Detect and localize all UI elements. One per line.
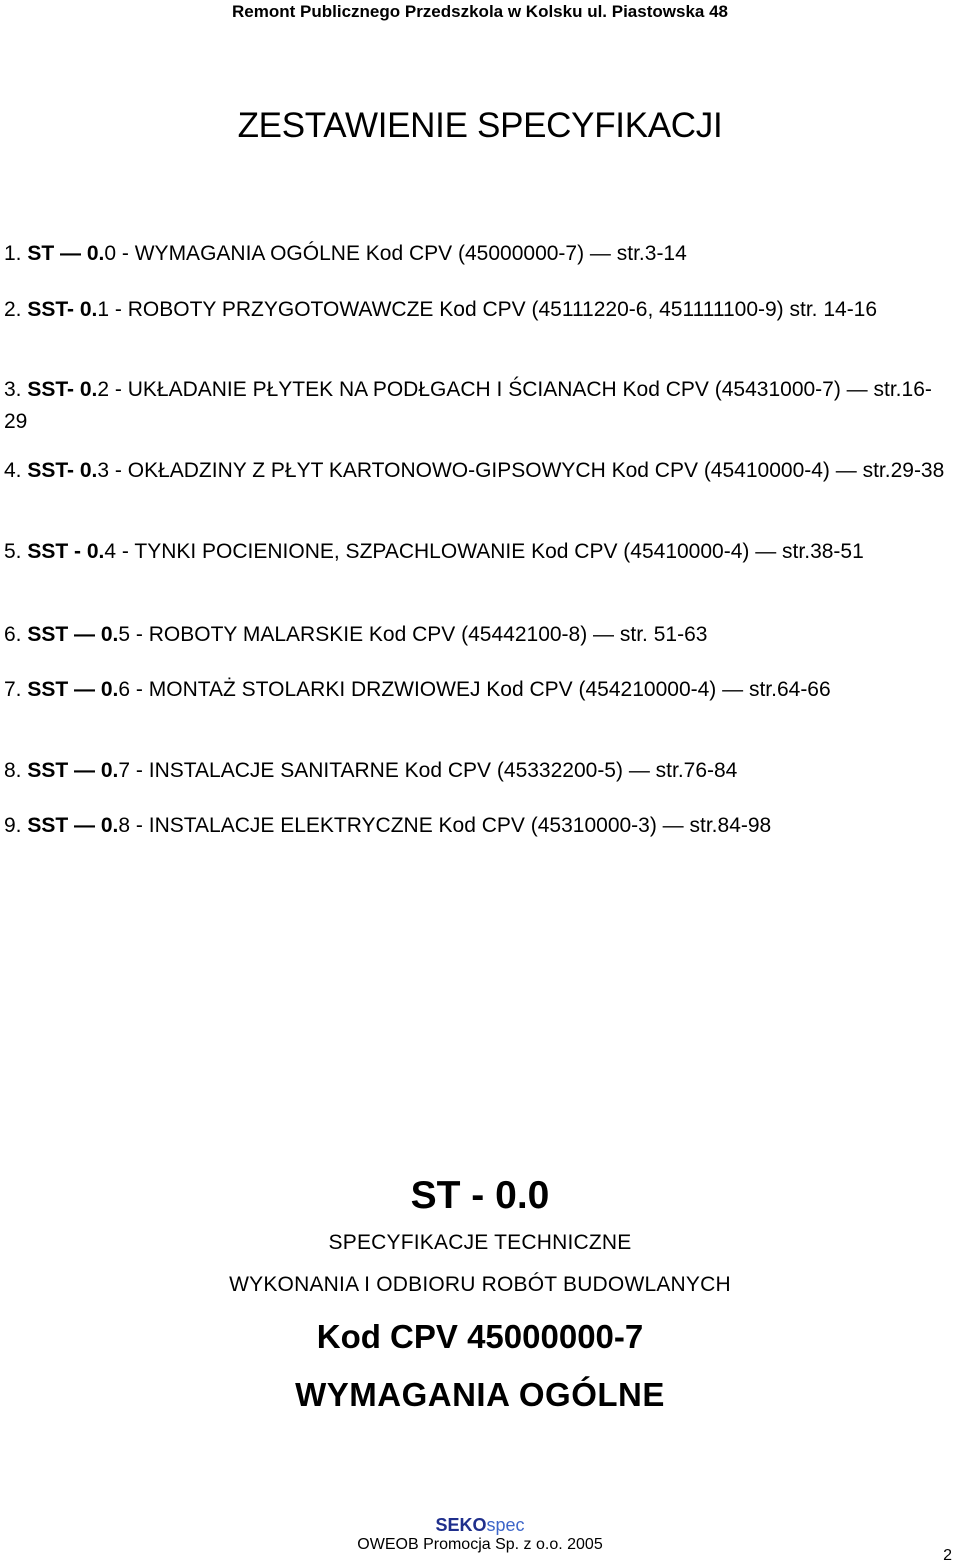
toc-item-number: 5. xyxy=(4,540,22,563)
toc-item-number: 3. xyxy=(4,378,22,401)
toc-item-number: 8. xyxy=(4,759,22,782)
section-requirements-title: WYMAGANIA OGÓLNE xyxy=(295,1376,665,1413)
toc-item-code-end: 4 xyxy=(104,540,117,563)
brand-logo-part-2: spec xyxy=(486,1515,525,1535)
toc-item-number: 2. xyxy=(4,298,22,321)
section-subtitle-2: WYKONANIA I ODBIORU ROBÓT BUDOWLANYCH xyxy=(229,1273,731,1296)
toc-item-text: - ROBOTY PRZYGOTOWAWCZE Kod CPV (45111220-6, 451111100-9) str. 14-16 xyxy=(109,298,878,321)
toc-item xyxy=(4,810,954,842)
toc-item-code: SST- 0. xyxy=(27,298,98,321)
toc-item-code: SST- 0. xyxy=(27,378,98,401)
toc-item-code: ST — 0. xyxy=(27,242,105,265)
toc-item-text: - WYMAGANIA OGÓLNE Kod CPV (45000000-7) — str.3-14 xyxy=(116,242,687,265)
toc-item-number: 4. xyxy=(4,459,22,482)
toc-item-code-end: 5 xyxy=(118,623,131,646)
toc-item xyxy=(4,536,954,568)
toc-item xyxy=(4,374,954,438)
toc-item-text: - INSTALACJE SANITARNE Kod CPV (45332200-5) — str.76-84 xyxy=(130,759,738,782)
page-header: Remont Publicznego Przedszkola w Kolsku ul. Piastowska 48 xyxy=(232,2,728,21)
toc-item xyxy=(4,619,954,651)
page-number: 2 xyxy=(943,1547,952,1564)
toc-item-code: SST — 0. xyxy=(27,814,119,837)
document-title: ZESTAWIENIE SPECYFIKACJI xyxy=(237,106,723,145)
toc-item-code-end: 1 xyxy=(97,298,110,321)
toc-item-number: 9. xyxy=(4,814,22,837)
toc-item-code: SST- 0. xyxy=(27,459,98,482)
toc-item-code-end: 7 xyxy=(118,759,131,782)
section-subtitle: SPECYFIKACJE TECHNICZNE xyxy=(328,1231,632,1254)
toc-item-code: SST — 0. xyxy=(27,759,119,782)
toc-item-code: SST - 0. xyxy=(27,540,105,563)
toc-item-code-end: 0 xyxy=(104,242,117,265)
toc-item-text: - INSTALACJE ELEKTRYCZNE Kod CPV (45310000-3) — str.84-98 xyxy=(130,814,772,837)
footer-brand-logo xyxy=(0,1514,960,1536)
toc-item xyxy=(4,294,954,326)
toc-item-text: - UKŁADANIE PŁYTEK NA PODŁGACH I ŚCIANACH Kod CPV (45431000-7) — str.16-29 xyxy=(4,378,932,433)
toc-item-code: SST — 0. xyxy=(27,623,119,646)
toc-item-code-end: 2 xyxy=(97,378,110,401)
toc-item-text: - MONTAŻ STOLARKI DRZWIOWEJ Kod CPV (454210000-4) — str.64-66 xyxy=(130,678,831,701)
toc-item-number: 6. xyxy=(4,623,22,646)
section-code: ST - 0.0 xyxy=(410,1174,550,1217)
toc-item-number: 1. xyxy=(4,242,22,265)
toc-item-text: - ROBOTY MALARSKIE Kod CPV (45442100-8) — str. 51-63 xyxy=(130,623,708,646)
toc-item-text: - OKŁADZINY Z PŁYT KARTONOWO-GIPSOWYCH Kod CPV (45410000-4) — str.29-38 xyxy=(109,459,945,482)
toc-item xyxy=(4,238,954,270)
brand-logo-part-1: SEKO xyxy=(435,1515,487,1535)
toc-item xyxy=(4,755,954,787)
toc-item-text: - TYNKI POCIENIONE, SZPACHLOWANIE Kod CPV (45410000-4) — str.38-51 xyxy=(116,540,864,563)
toc-item-number: 7. xyxy=(4,678,22,701)
section-cpv-code: Kod CPV 45000000-7 xyxy=(316,1318,644,1355)
toc-item-code-end: 3 xyxy=(97,459,110,482)
footer-company: OWEOB Promocja Sp. z o.o. 2005 xyxy=(357,1536,603,1553)
toc-item-code: SST — 0. xyxy=(27,678,119,701)
toc-item xyxy=(4,455,954,487)
toc-item-code-end: 6 xyxy=(118,678,131,701)
toc-item xyxy=(4,674,954,706)
toc-item-code-end: 8 xyxy=(118,814,131,837)
